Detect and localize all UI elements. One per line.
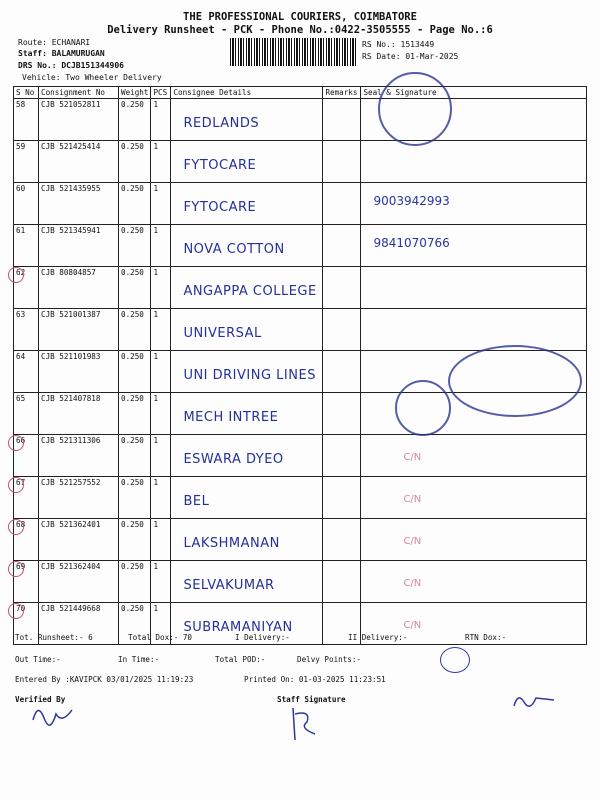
cell-consignee-text: SELVAKUMAR [183, 578, 275, 593]
cell-consignment-text: CJB 80804857 [41, 268, 96, 277]
col-pcs: PCS [151, 87, 171, 99]
cell-weight [119, 519, 151, 561]
cell-pcs [151, 183, 171, 225]
cell-weight-text: 0.250 [121, 268, 144, 277]
cell-consignee-text: UNIVERSAL [183, 326, 262, 341]
cell-weight [119, 477, 151, 519]
staff-label: Staff: BALAMURUGAN [18, 49, 105, 58]
table-row [14, 267, 587, 309]
cell-seal-signature-text: C/N [403, 620, 422, 631]
cell-consignee [171, 99, 323, 141]
cell-weight-text: 0.250 [121, 352, 144, 361]
cell-consignee [171, 183, 323, 225]
cell-remarks [323, 141, 361, 183]
cell-pcs [151, 225, 171, 267]
cell-consignment-text: CJB 521101983 [41, 352, 101, 361]
cell-consignment [39, 435, 119, 477]
circled-mark [8, 603, 24, 619]
cell-pcs [151, 435, 171, 477]
cell-sno [14, 309, 39, 351]
cell-consignee-text: NOVA COTTON [183, 242, 285, 257]
cell-pcs-text: 1 [153, 520, 159, 529]
cell-consignment-text: CJB 521001387 [41, 310, 101, 319]
cell-consignment-text: CJB 521362401 [41, 520, 101, 529]
cell-consignee-text: MECH INTREE [183, 410, 279, 425]
cell-sno-text: 64 [16, 352, 26, 361]
cell-consignee [171, 309, 323, 351]
table-row [14, 561, 587, 603]
cell-remarks [323, 393, 361, 435]
cell-consignment [39, 561, 119, 603]
cell-sno-text: 69 [16, 562, 26, 571]
cell-pcs [151, 519, 171, 561]
cell-consignment [39, 225, 119, 267]
cell-sno [14, 225, 39, 267]
cell-remarks [323, 99, 361, 141]
table-header-row [14, 87, 587, 99]
cell-consignment-text: CJB 521425414 [41, 142, 101, 151]
table-row [14, 309, 587, 351]
col-weight: Weight [119, 87, 151, 99]
company-stamp [378, 72, 452, 146]
staff-signature [285, 704, 325, 744]
cell-sno [14, 351, 39, 393]
cell-pcs-text: 1 [153, 352, 159, 361]
cell-pcs [151, 351, 171, 393]
cell-consignment-text: CJB 521311306 [41, 436, 101, 445]
cell-sno-text: 58 [16, 100, 26, 109]
cell-consignment-text: CJB 521407818 [41, 394, 101, 403]
total-dox: Total Dox:- 70 [128, 633, 193, 642]
security-stamp [448, 345, 582, 417]
cell-sno [14, 477, 39, 519]
cell-pcs-text: 1 [153, 226, 159, 235]
cell-sno [14, 99, 39, 141]
cell-seal-signature [361, 141, 587, 183]
i-delivery: I Delivery:- [235, 633, 290, 642]
cell-consignee [171, 435, 323, 477]
cell-sno-text: 67 [16, 478, 26, 487]
cell-weight-text: 0.250 [121, 520, 144, 529]
cell-pcs-text: 1 [153, 436, 159, 445]
cell-remarks [323, 267, 361, 309]
cell-weight [119, 561, 151, 603]
cell-pcs-text: 1 [153, 142, 159, 151]
cell-weight [119, 351, 151, 393]
cell-weight [119, 183, 151, 225]
in-time: In Time:- [118, 655, 160, 664]
cell-consignee [171, 225, 323, 267]
cell-seal-signature [361, 435, 587, 477]
cell-consignee-text: ANGAPPA COLLEGE [183, 284, 317, 299]
cell-consignee-text: LAKSHMANAN [183, 536, 280, 551]
cell-consignment [39, 309, 119, 351]
cell-pcs-text: 1 [153, 394, 159, 403]
cell-weight-text: 0.250 [121, 562, 144, 571]
table-row [14, 225, 587, 267]
cell-sno-text: 70 [16, 604, 26, 613]
cell-consignee [171, 267, 323, 309]
circled-mark [8, 435, 24, 451]
cell-sno [14, 267, 39, 309]
cell-weight [119, 267, 151, 309]
cell-remarks [323, 225, 361, 267]
cell-pcs [151, 477, 171, 519]
vehicle-label: Vehicle: Two Wheeler Delivery [22, 73, 162, 82]
cell-seal-signature [361, 561, 587, 603]
table-row [14, 141, 587, 183]
cell-consignment-text: CJB 521052811 [41, 100, 101, 109]
cell-pcs-text: 1 [153, 478, 159, 487]
circled-mark [8, 561, 24, 577]
scribble-circle [440, 647, 470, 673]
cell-sno [14, 393, 39, 435]
cell-consignment-text: CJB 521449668 [41, 604, 101, 613]
cell-consignee [171, 519, 323, 561]
cell-sno-text: 65 [16, 394, 26, 403]
table-row [14, 477, 587, 519]
col-sno: S No [14, 87, 39, 99]
cell-consignment-text: CJB 521345941 [41, 226, 101, 235]
cell-consignment [39, 267, 119, 309]
out-time: Out Time:- [15, 655, 61, 664]
cell-sno [14, 141, 39, 183]
cell-seal-signature [361, 225, 587, 267]
cell-weight-text: 0.250 [121, 478, 144, 487]
rtn-dox: RTN Dox:- [465, 633, 507, 642]
cell-weight [119, 225, 151, 267]
col-seal-signature: Seal & Signature [361, 87, 587, 99]
cell-consignment [39, 99, 119, 141]
drs-label: DRS No.: DCJB151344906 [18, 61, 124, 70]
cell-sno-text: 61 [16, 226, 26, 235]
cell-weight [119, 141, 151, 183]
cell-consignment [39, 141, 119, 183]
cell-consignment-text: CJB 521362404 [41, 562, 101, 571]
cell-consignee-text: FYTOCARE [183, 200, 257, 215]
cell-sno [14, 183, 39, 225]
tot-runsheet: Tot. Runsheet:- 6 [15, 633, 93, 642]
cell-weight-text: 0.250 [121, 184, 144, 193]
delvy-points: Delvy Points:- [297, 655, 362, 664]
cell-consignment-text: CJB 521257552 [41, 478, 101, 487]
cell-weight-text: 0.250 [121, 604, 144, 613]
cell-weight-text: 0.250 [121, 226, 144, 235]
cell-weight [119, 99, 151, 141]
cell-seal-signature-text: 9003942993 [373, 194, 450, 208]
cell-consignee-text: FYTOCARE [183, 158, 257, 173]
cell-consignee [171, 477, 323, 519]
ii-delivery: II Delivery:- [348, 633, 408, 642]
cell-seal-signature [361, 519, 587, 561]
cell-pcs-text: 1 [153, 100, 159, 109]
cell-seal-signature-text: 9841070766 [373, 236, 450, 250]
cell-weight [119, 309, 151, 351]
circled-mark [8, 267, 24, 283]
table-row [14, 183, 587, 225]
cell-seal-signature-text: C/N [403, 452, 422, 463]
cell-remarks [323, 519, 361, 561]
cell-sno [14, 435, 39, 477]
cell-consignment [39, 477, 119, 519]
cell-pcs [151, 309, 171, 351]
cell-seal-signature-text: C/N [403, 536, 422, 547]
table-row [14, 99, 587, 141]
total-pod: Total POD:- [215, 655, 266, 664]
cell-pcs-text: 1 [153, 604, 159, 613]
table-row [14, 435, 587, 477]
cell-consignment [39, 519, 119, 561]
cell-pcs [151, 141, 171, 183]
verified-by-label: Verified By [15, 695, 66, 704]
entered-by: Entered By :KAVIPCK 03/01/2025 11:19:23 [15, 675, 194, 684]
cell-seal-signature-text: C/N [403, 578, 422, 589]
cell-weight [119, 435, 151, 477]
cell-sno-text: 60 [16, 184, 26, 193]
cell-sno [14, 561, 39, 603]
cell-pcs [151, 267, 171, 309]
cell-pcs-text: 1 [153, 268, 159, 277]
cell-weight-text: 0.250 [121, 436, 144, 445]
verifier-signature [28, 700, 78, 730]
circled-mark [8, 477, 24, 493]
cell-consignee-text: REDLANDS [183, 116, 260, 131]
cell-consignment [39, 183, 119, 225]
cell-pcs [151, 99, 171, 141]
col-consignee: Consignee Details [171, 87, 323, 99]
mech-stamp [395, 380, 451, 436]
cell-pcs [151, 393, 171, 435]
cell-seal-signature [361, 267, 587, 309]
cell-sno-text: 68 [16, 520, 26, 529]
corner-signature [510, 688, 560, 712]
printed-on: Printed On: 01-03-2025 11:23:51 [244, 675, 386, 684]
col-remarks: Remarks [323, 87, 361, 99]
cell-sno-text: 59 [16, 142, 26, 151]
rs-date-label: RS Date: 01-Mar-2025 [362, 52, 459, 61]
cell-consignee-text: SUBRAMANIYAN [183, 620, 293, 635]
cell-remarks [323, 183, 361, 225]
rs-no-label: RS No.: 1513449 [362, 40, 435, 49]
cell-consignee-text: BEL [183, 494, 210, 509]
cell-remarks [323, 351, 361, 393]
cell-sno-text: 63 [16, 310, 26, 319]
cell-seal-signature [361, 183, 587, 225]
cell-seal-signature [361, 477, 587, 519]
circled-mark [8, 519, 24, 535]
cell-pcs-text: 1 [153, 184, 159, 193]
staff-signature-label: Staff Signature [277, 695, 346, 704]
cell-pcs [151, 561, 171, 603]
cell-sno-text: 66 [16, 436, 26, 445]
cell-consignment-text: CJB 521435955 [41, 184, 101, 193]
cell-consignee-text: ESWARA DYEO [183, 452, 284, 467]
cell-weight-text: 0.250 [121, 142, 144, 151]
cell-consignee [171, 141, 323, 183]
cell-remarks [323, 309, 361, 351]
cell-remarks [323, 477, 361, 519]
cell-weight-text: 0.250 [121, 100, 144, 109]
col-consignment: Consignment No [39, 87, 119, 99]
company-title: THE PROFESSIONAL COURIERS, COIMBATORE [183, 11, 417, 23]
cell-consignee [171, 561, 323, 603]
cell-weight-text: 0.250 [121, 394, 144, 403]
cell-sno [14, 519, 39, 561]
cell-pcs-text: 1 [153, 562, 159, 571]
cell-consignment [39, 393, 119, 435]
barcode [230, 38, 358, 66]
cell-weight [119, 393, 151, 435]
table-row [14, 519, 587, 561]
cell-remarks [323, 435, 361, 477]
route-label: Route: ECHANARI [18, 38, 91, 47]
cell-remarks [323, 561, 361, 603]
cell-consignee-text: UNI DRIVING LINES [183, 368, 316, 383]
cell-consignee [171, 351, 323, 393]
cell-seal-signature-text: C/N [403, 494, 422, 505]
cell-pcs-text: 1 [153, 310, 159, 319]
cell-consignee [171, 393, 323, 435]
cell-sno-text: 62 [16, 268, 26, 277]
cell-seal-signature [361, 309, 587, 351]
cell-weight-text: 0.250 [121, 310, 144, 319]
cell-consignment [39, 351, 119, 393]
runsheet-subtitle: Delivery Runsheet - PCK - Phone No.:0422-3505555 - Page No.:6 [107, 24, 493, 36]
